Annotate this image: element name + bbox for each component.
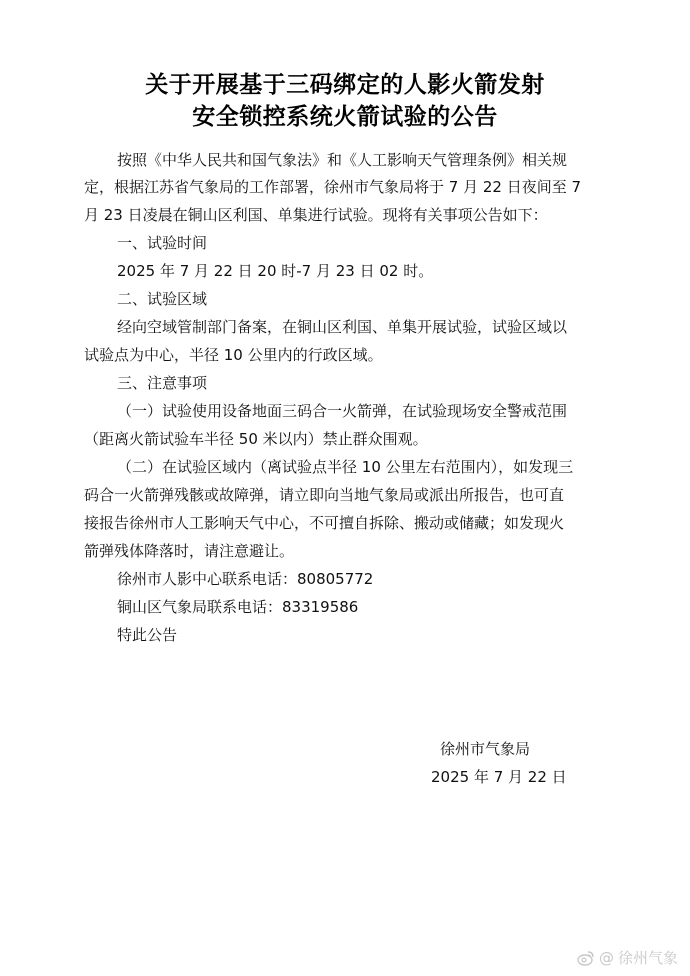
announcement-title-line-2: 安全锁控系统火箭试验的公告 <box>192 104 498 130</box>
body-paragraph-line: 经向空域管制部门备案，在铜山区利国、单集开展试验，试验区域以 <box>117 318 568 336</box>
body-paragraph-line: 定，根据江苏省气象局的工作部署，徐州市气象局将于 7 月 22 日夜间至 7 <box>84 178 582 196</box>
contact-phone-xuzhou: 徐州市人影中心联系电话：80805772 <box>117 570 374 588</box>
watermark-account-name: 徐州气象 <box>617 949 678 967</box>
body-paragraph-line: 按照《中华人民共和国气象法》和《人工影响天气管理条例》相关规 <box>117 151 568 169</box>
watermark-at-sign: @ <box>598 948 614 967</box>
closing-line: 特此公告 <box>117 626 178 644</box>
body-paragraph-line: （一）试验使用设备地面三码合一火箭弹，在试验现场安全警戒范围 <box>117 402 568 420</box>
body-paragraph-line: 接报告徐州市人工影响天气中心，不可擅自拆除、搬动或储藏；如发现火 <box>84 514 565 532</box>
section-heading-notes: 三、注意事项 <box>117 374 208 392</box>
signature-organization: 徐州市气象局 <box>440 740 531 758</box>
body-paragraph-line: 箭弹残体降落时，请注意避让。 <box>84 542 295 560</box>
body-paragraph-line: 月 23 日凌晨在铜山区利国、单集进行试验。现将有关事项公告如下： <box>84 206 548 224</box>
body-paragraph-line: （二）在试验区域内（离试验点半径 10 公里左右范围内），如发现三 <box>117 458 574 476</box>
announcement-title-line-1: 关于开展基于三码绑定的人影火箭发射 <box>145 72 545 98</box>
weibo-watermark <box>577 947 678 968</box>
body-paragraph-line: 2025 年 7 月 22 日 20 时-7 月 23 日 02 时。 <box>117 262 434 280</box>
body-paragraph-line: 试验点为中心，半径 10 公里内的行政区域。 <box>84 346 383 364</box>
signature-date: 2025 年 7 月 22 日 <box>431 768 567 786</box>
section-heading-area: 二、试验区域 <box>117 290 208 308</box>
section-heading-time: 一、试验时间 <box>117 234 208 252</box>
weibo-icon <box>577 949 595 967</box>
contact-phone-tongshan: 铜山区气象局联系电话：83319586 <box>117 598 359 616</box>
body-paragraph-line: 码合一火箭弹残骸或故障弹，请立即向当地气象局或派出所报告，也可直 <box>84 486 565 504</box>
body-paragraph-line: （距离火箭试验车半径 50 米以内）禁止群众围观。 <box>84 430 428 448</box>
